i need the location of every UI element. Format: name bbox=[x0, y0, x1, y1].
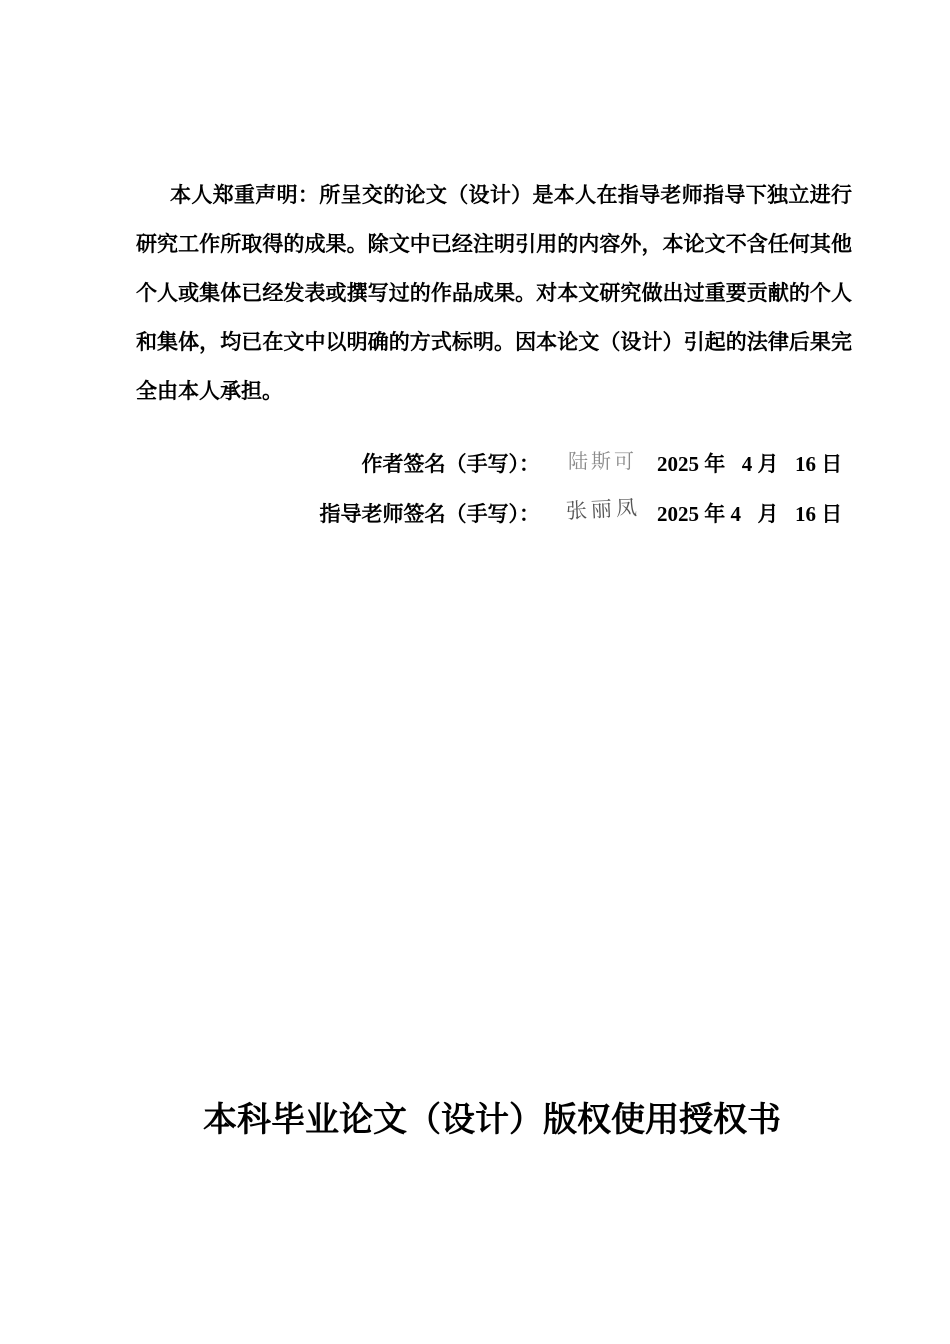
advisor-signature-ink: 张丽凤 bbox=[565, 495, 642, 524]
author-signature-ink: 陆斯可 bbox=[568, 449, 637, 473]
copyright-authorization-heading: 本科毕业论文（设计）版权使用授权书 bbox=[203, 1100, 781, 1140]
advisor-date-day: 16 bbox=[795, 502, 816, 526]
advisor-date-year: 2025 bbox=[657, 502, 699, 526]
author-signature-row bbox=[0, 444, 950, 480]
author-date-year-unit: 年 bbox=[704, 452, 726, 476]
author-signature-label: 作者签名（手写）： bbox=[361, 451, 540, 476]
advisor-handwritten-signature bbox=[562, 494, 658, 528]
author-date-day: 16 bbox=[795, 452, 816, 476]
advisor-signature-date bbox=[657, 498, 842, 528]
author-handwritten-signature bbox=[562, 444, 658, 478]
advisor-signature-row bbox=[0, 494, 950, 530]
author-date-year: 2025 bbox=[657, 452, 699, 476]
advisor-date-year-unit: 年 bbox=[704, 502, 726, 526]
declaration-section bbox=[136, 170, 852, 415]
advisor-signature-label: 指导老师签名（手写）： bbox=[319, 501, 540, 526]
author-signature-date bbox=[657, 448, 842, 478]
author-date-month: 4 bbox=[741, 452, 753, 476]
declaration-paragraph: 本人郑重声明：所呈交的论文（设计）是本人在指导老师指导下独立进行研究工作所取得的成果。除文中已经注明引用的内容外，本论文不含任何其他个人或集体已经发表或撰写过的作品成果。对本文研究做出过重要贡献的个人和集体，均已在文中以明确的方式标明。因本论文（设计）引起的法律后果完全由本人承担。 bbox=[136, 182, 852, 403]
author-date-day-unit: 日 bbox=[821, 452, 843, 476]
advisor-date-month: 4 bbox=[730, 502, 741, 526]
author-date-month-unit: 月 bbox=[757, 452, 779, 476]
advisor-date-day-unit: 日 bbox=[821, 502, 843, 526]
advisor-date-month-unit: 月 bbox=[757, 502, 779, 526]
